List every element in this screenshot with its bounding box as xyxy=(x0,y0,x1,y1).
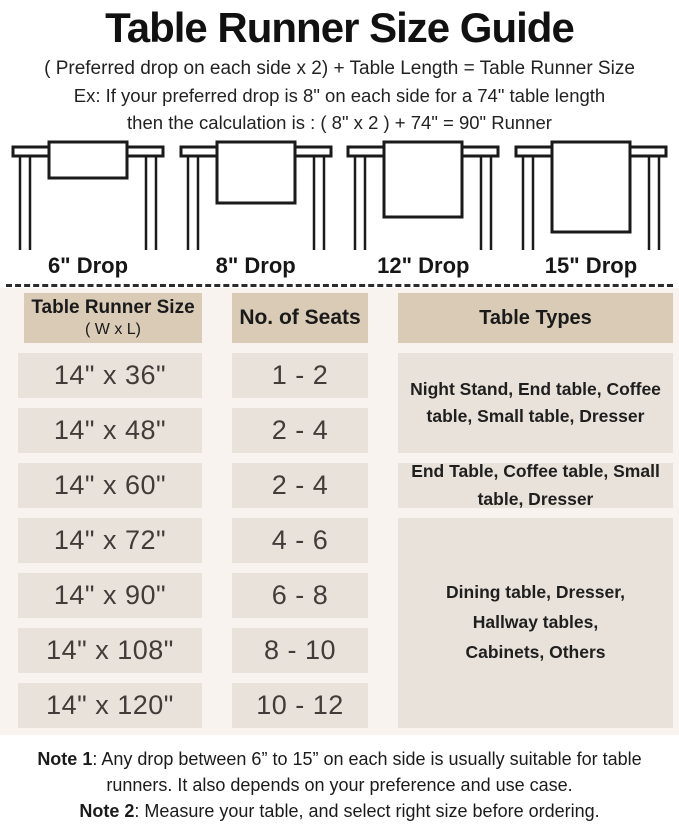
drop-labels xyxy=(0,252,679,279)
dashed-divider xyxy=(6,284,673,287)
table-diagram-6-drop xyxy=(8,140,168,252)
header-no-of-seats: No. of Seats xyxy=(232,293,368,343)
notes xyxy=(0,735,679,824)
drop-label-6: 6" Drop xyxy=(47,253,129,278)
table-types-cell-large: Dining table, Dresser, Hallway tables, Cabinets, Others xyxy=(398,518,673,728)
size-guide-page xyxy=(0,4,679,830)
table-types-cell-small: Night Stand, End table, Coffee table, Small table, Dresser xyxy=(398,353,673,453)
table-diagram-15-drop xyxy=(511,140,671,252)
size-table xyxy=(0,288,679,735)
header-runner-size xyxy=(24,293,202,343)
runner-shape xyxy=(384,142,462,217)
example-line-2: then the calculation is : ( 8" x 2 ) + 74" = 90" Runner xyxy=(127,112,552,133)
seats-cell: 1 - 2 xyxy=(232,353,368,398)
note-1 xyxy=(4,746,676,798)
runner-size-cell: 14" x 60" xyxy=(18,463,202,508)
example-line-1: Ex: If your preferred drop is 8" on each side for a 74" table length xyxy=(73,85,606,106)
table-diagram-8-drop xyxy=(176,140,336,252)
header-runner-size-sub: ( W x L) xyxy=(85,320,141,338)
header-runner-size-title: Table Runner Size xyxy=(31,297,195,318)
runner-shape xyxy=(552,142,630,232)
runner-size-cell: 14" x 48" xyxy=(18,408,202,453)
runner-shape xyxy=(217,142,295,203)
table-diagram-12-drop xyxy=(343,140,503,252)
drop-label-8: 8" Drop xyxy=(215,253,296,278)
runner-size-cell: 14" x 108" xyxy=(18,628,202,673)
runner-size-cell: 14" x 36" xyxy=(18,353,202,398)
runner-shape xyxy=(49,142,127,178)
note-2-label: Note 2 xyxy=(79,801,135,821)
formula-line: ( Preferred drop on each side x 2) + Table Length = Table Runner Size xyxy=(44,58,635,79)
seats-cell: 8 - 10 xyxy=(232,628,368,673)
seats-cell: 2 - 4 xyxy=(232,463,368,508)
runner-size-cell: 14" x 72" xyxy=(18,518,202,563)
seats-cell: 2 - 4 xyxy=(232,408,368,453)
runner-size-cell: 14" x 120" xyxy=(18,683,202,728)
note-1-text: : Any drop between 6” to 15” on each side is usually suitable for table runners. It also depends on your preference and use case. xyxy=(92,749,642,795)
note-1-label: Note 1 xyxy=(37,749,93,769)
table-types-cell-medium: End Table, Coffee table, Small table, Dresser xyxy=(398,463,673,508)
drop-diagrams xyxy=(0,140,679,252)
drop-label-15: 15" Drop xyxy=(544,253,638,278)
runner-size-cell: 14" x 90" xyxy=(18,573,202,618)
note-2 xyxy=(4,798,676,824)
drop-label-12: 12" Drop xyxy=(377,253,470,278)
seats-cell: 10 - 12 xyxy=(232,683,368,728)
seats-cell: 4 - 6 xyxy=(232,518,368,563)
note-2-text: : Measure your table, and select right size before ordering. xyxy=(134,801,600,821)
page-title: Table Runner Size Guide xyxy=(105,4,574,51)
header-table-types: Table Types xyxy=(398,293,673,343)
seats-cell: 6 - 8 xyxy=(232,573,368,618)
